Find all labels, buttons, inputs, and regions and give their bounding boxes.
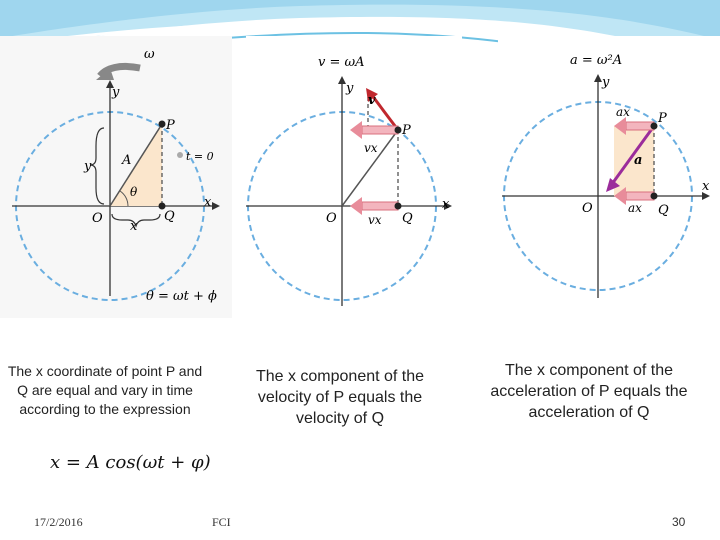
point-p [159, 121, 166, 128]
svg-text:a: a [634, 153, 643, 168]
svg-text:P: P [166, 118, 175, 133]
svg-text:θ = ωt + ϕ: θ = ωt + ϕ [146, 289, 217, 304]
svg-text:v: v [368, 93, 376, 108]
velocity-diagram [246, 36, 462, 318]
svg-text:x: x [130, 219, 138, 234]
svg-text:y: y [346, 81, 354, 96]
svg-text:O: O [92, 211, 103, 226]
point-q [651, 193, 658, 200]
vx-arrow-bottom [350, 197, 362, 215]
svg-text:O: O [582, 201, 593, 216]
svg-text:ax: ax [616, 105, 630, 119]
footer-date: 17/2/2016 [34, 515, 83, 529]
svg-text:t = 0: t = 0 [186, 150, 214, 163]
svg-text:x: x [702, 179, 710, 194]
page-number: 30 [672, 515, 686, 529]
point-q [395, 203, 402, 210]
point-p [651, 123, 658, 130]
svg-text:Q: Q [658, 203, 669, 218]
omega-label: ω [144, 47, 155, 62]
vx-arrow-top [350, 121, 362, 139]
svg-text:y: y [602, 75, 610, 90]
y-brace [90, 128, 104, 204]
caption-position: The x coordinate of point P and Q are equal and vary in time according to the expression [7, 363, 203, 417]
svg-text:A: A [122, 153, 132, 168]
acceleration-title: a = ω²A [570, 53, 623, 68]
acceleration-diagram [498, 36, 720, 318]
svg-text:y: y [84, 159, 92, 174]
svg-text:ax: ax [628, 201, 642, 215]
caption-velocity: The x component of the velocity of P equals the velocity of Q [255, 368, 425, 427]
position-diagram [0, 36, 232, 318]
velocity-title: v = ωA [318, 55, 365, 70]
svg-text:vx: vx [368, 213, 382, 227]
svg-text:θ: θ [130, 185, 138, 199]
svg-text:O: O [326, 211, 337, 226]
svg-text:y: y [112, 85, 120, 100]
svg-text:x: x [442, 197, 450, 212]
svg-text:vx: vx [364, 141, 378, 155]
svg-text:Q: Q [402, 211, 413, 226]
svg-text:P: P [402, 123, 411, 138]
point-p [395, 127, 402, 134]
svg-text:P: P [658, 111, 667, 126]
position-formula: x = A cos(ωt + φ) [50, 452, 211, 473]
caption-acceleration: The x component of the acceleration of P equals the acceleration of Q [490, 362, 688, 421]
footer-org: FCI [212, 515, 231, 529]
svg-text:Q: Q [164, 209, 175, 224]
svg-text:x: x [204, 195, 212, 210]
